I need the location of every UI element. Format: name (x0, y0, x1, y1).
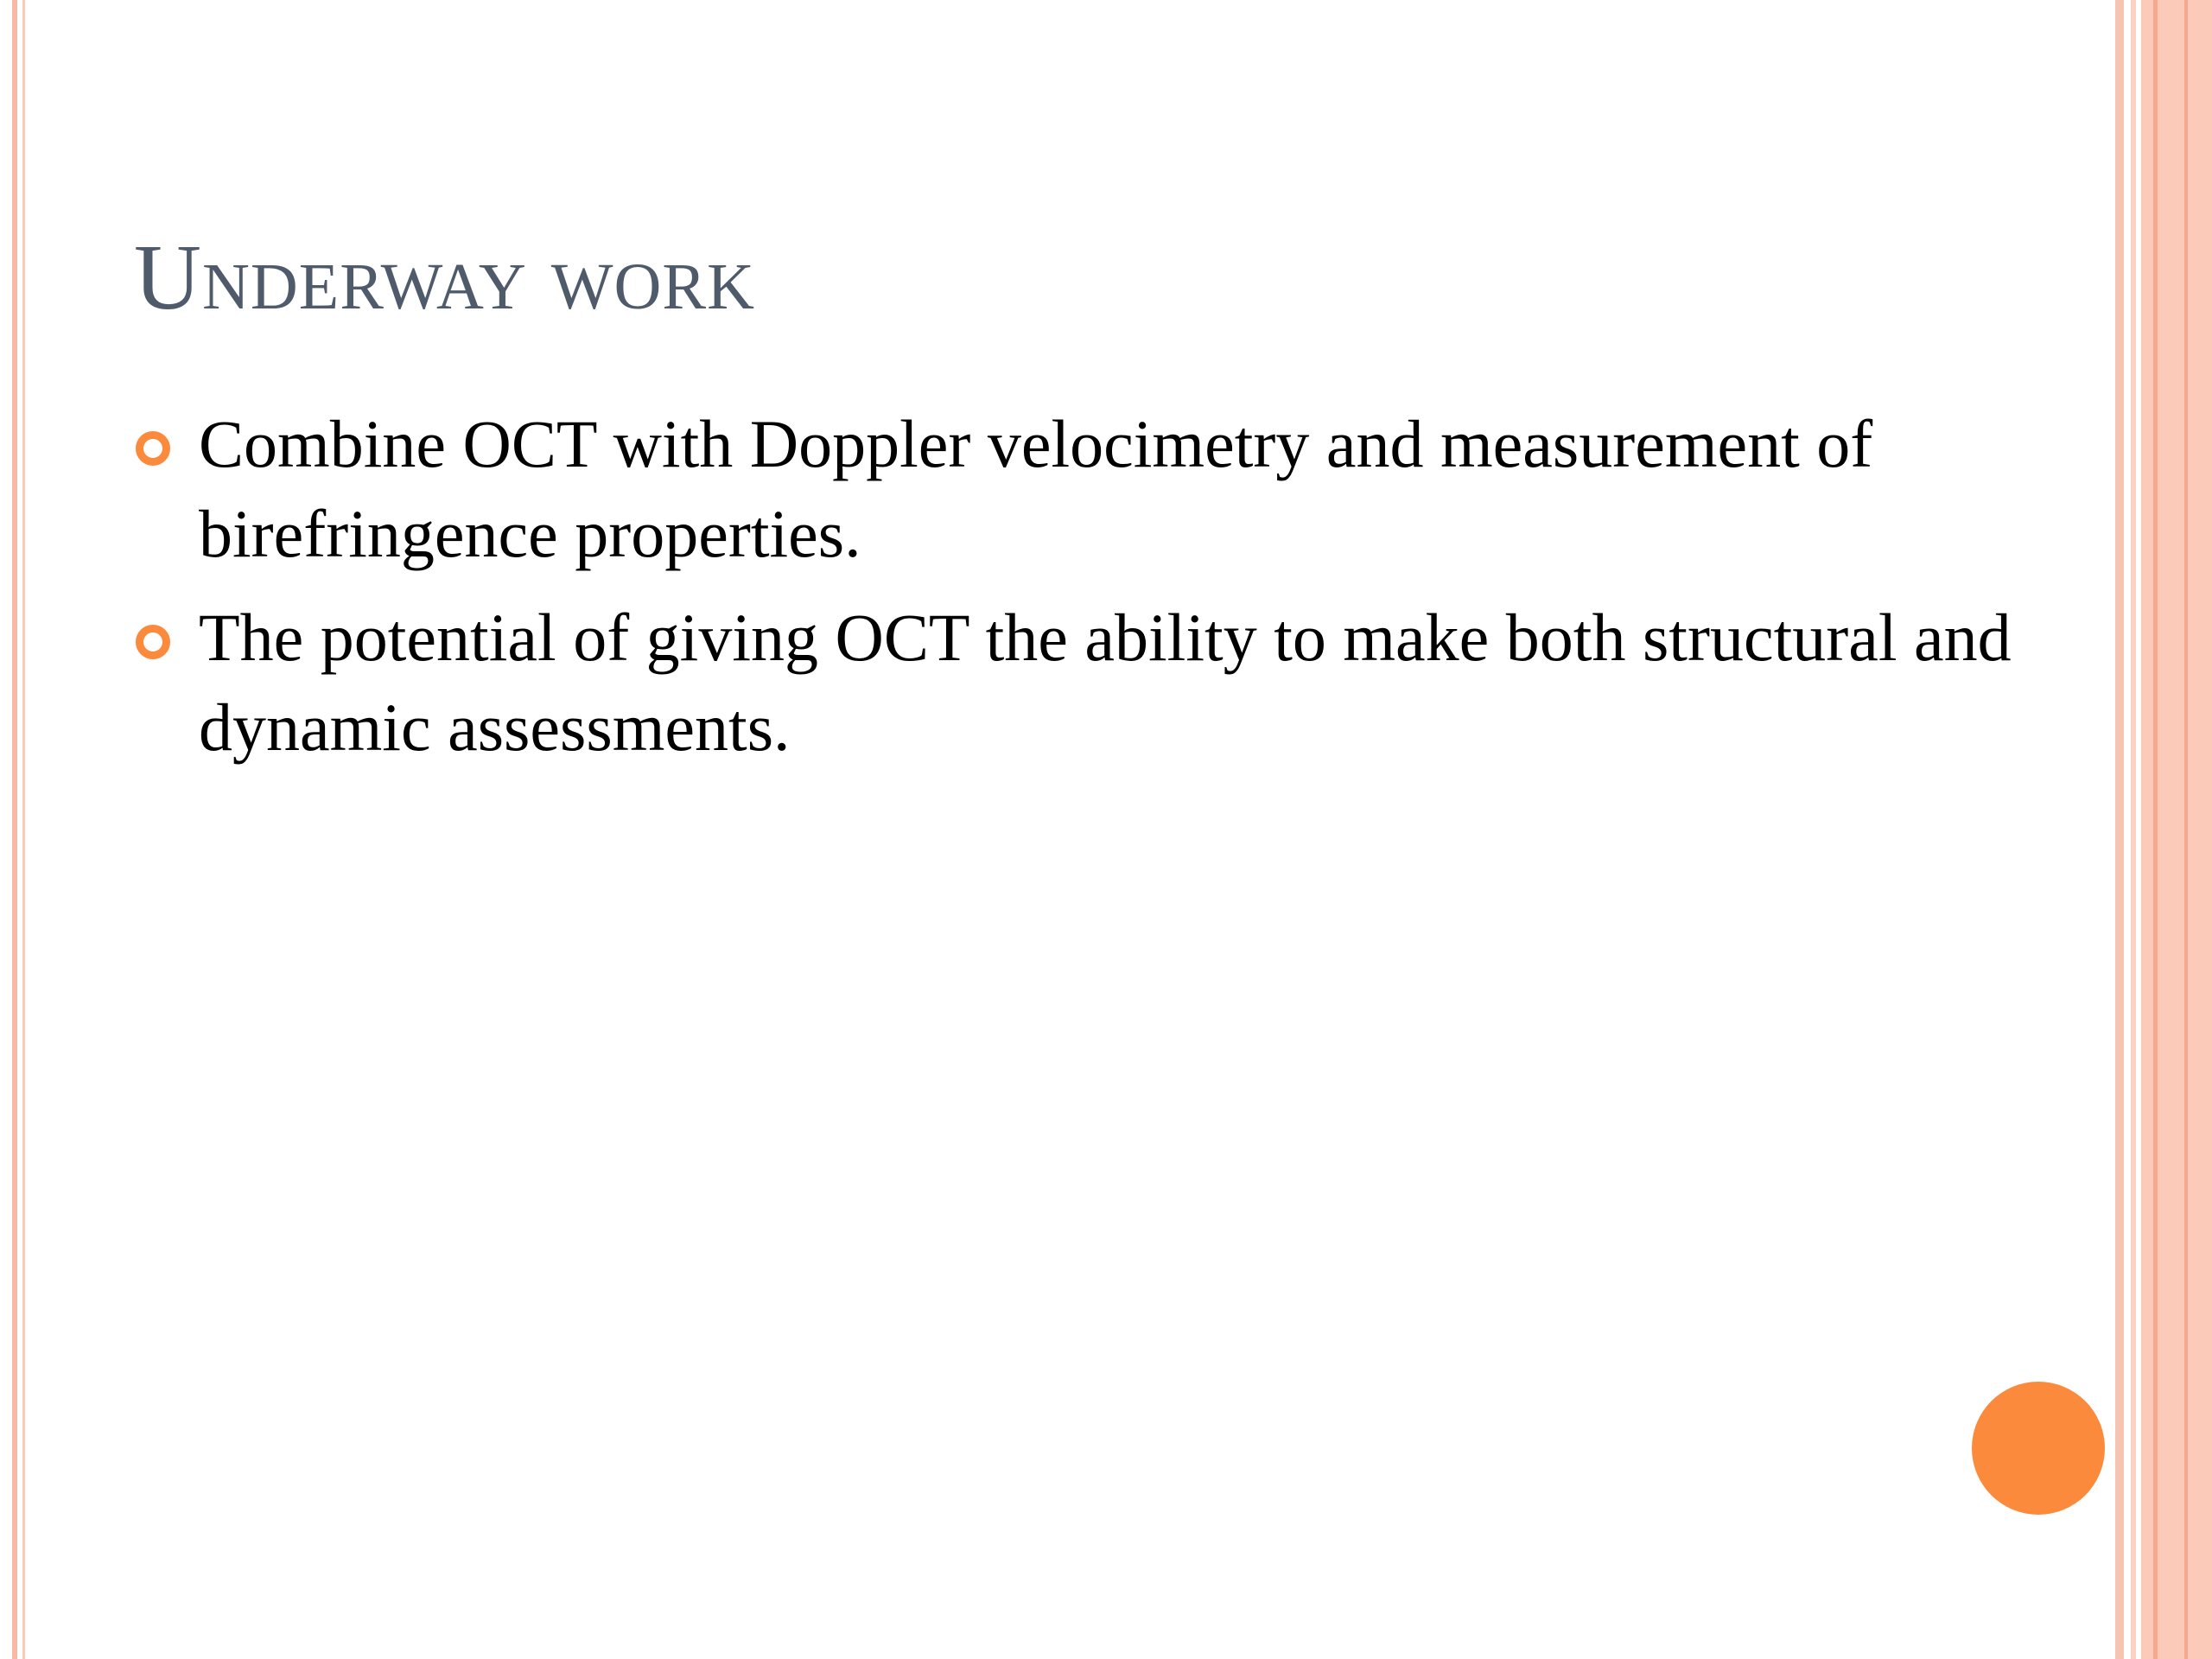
left-border-stripe-thin (22, 0, 25, 1659)
left-border-stripe (12, 0, 17, 1659)
right-border-stripe (2115, 0, 2124, 1659)
bullet-text: The potential of giving OCT the ability to make both structural and dynamic assessments. (199, 600, 2012, 765)
bullet-item (134, 593, 2035, 772)
bullet-text: Combine OCT with Doppler velocimetry and measurement of birefringence properties. (199, 406, 1873, 571)
right-border-stripe-light (2131, 0, 2136, 1659)
right-border-line (2153, 0, 2158, 1659)
filled-circle-icon (1972, 1382, 2105, 1515)
hollow-circle-icon (136, 625, 170, 659)
right-border-band (2141, 0, 2212, 1659)
bullet-item (134, 399, 2035, 579)
slide-title: Underway work (134, 226, 755, 329)
right-border-line-outer (2184, 0, 2188, 1659)
bullet-list (134, 399, 2035, 786)
hollow-circle-icon (136, 431, 170, 466)
